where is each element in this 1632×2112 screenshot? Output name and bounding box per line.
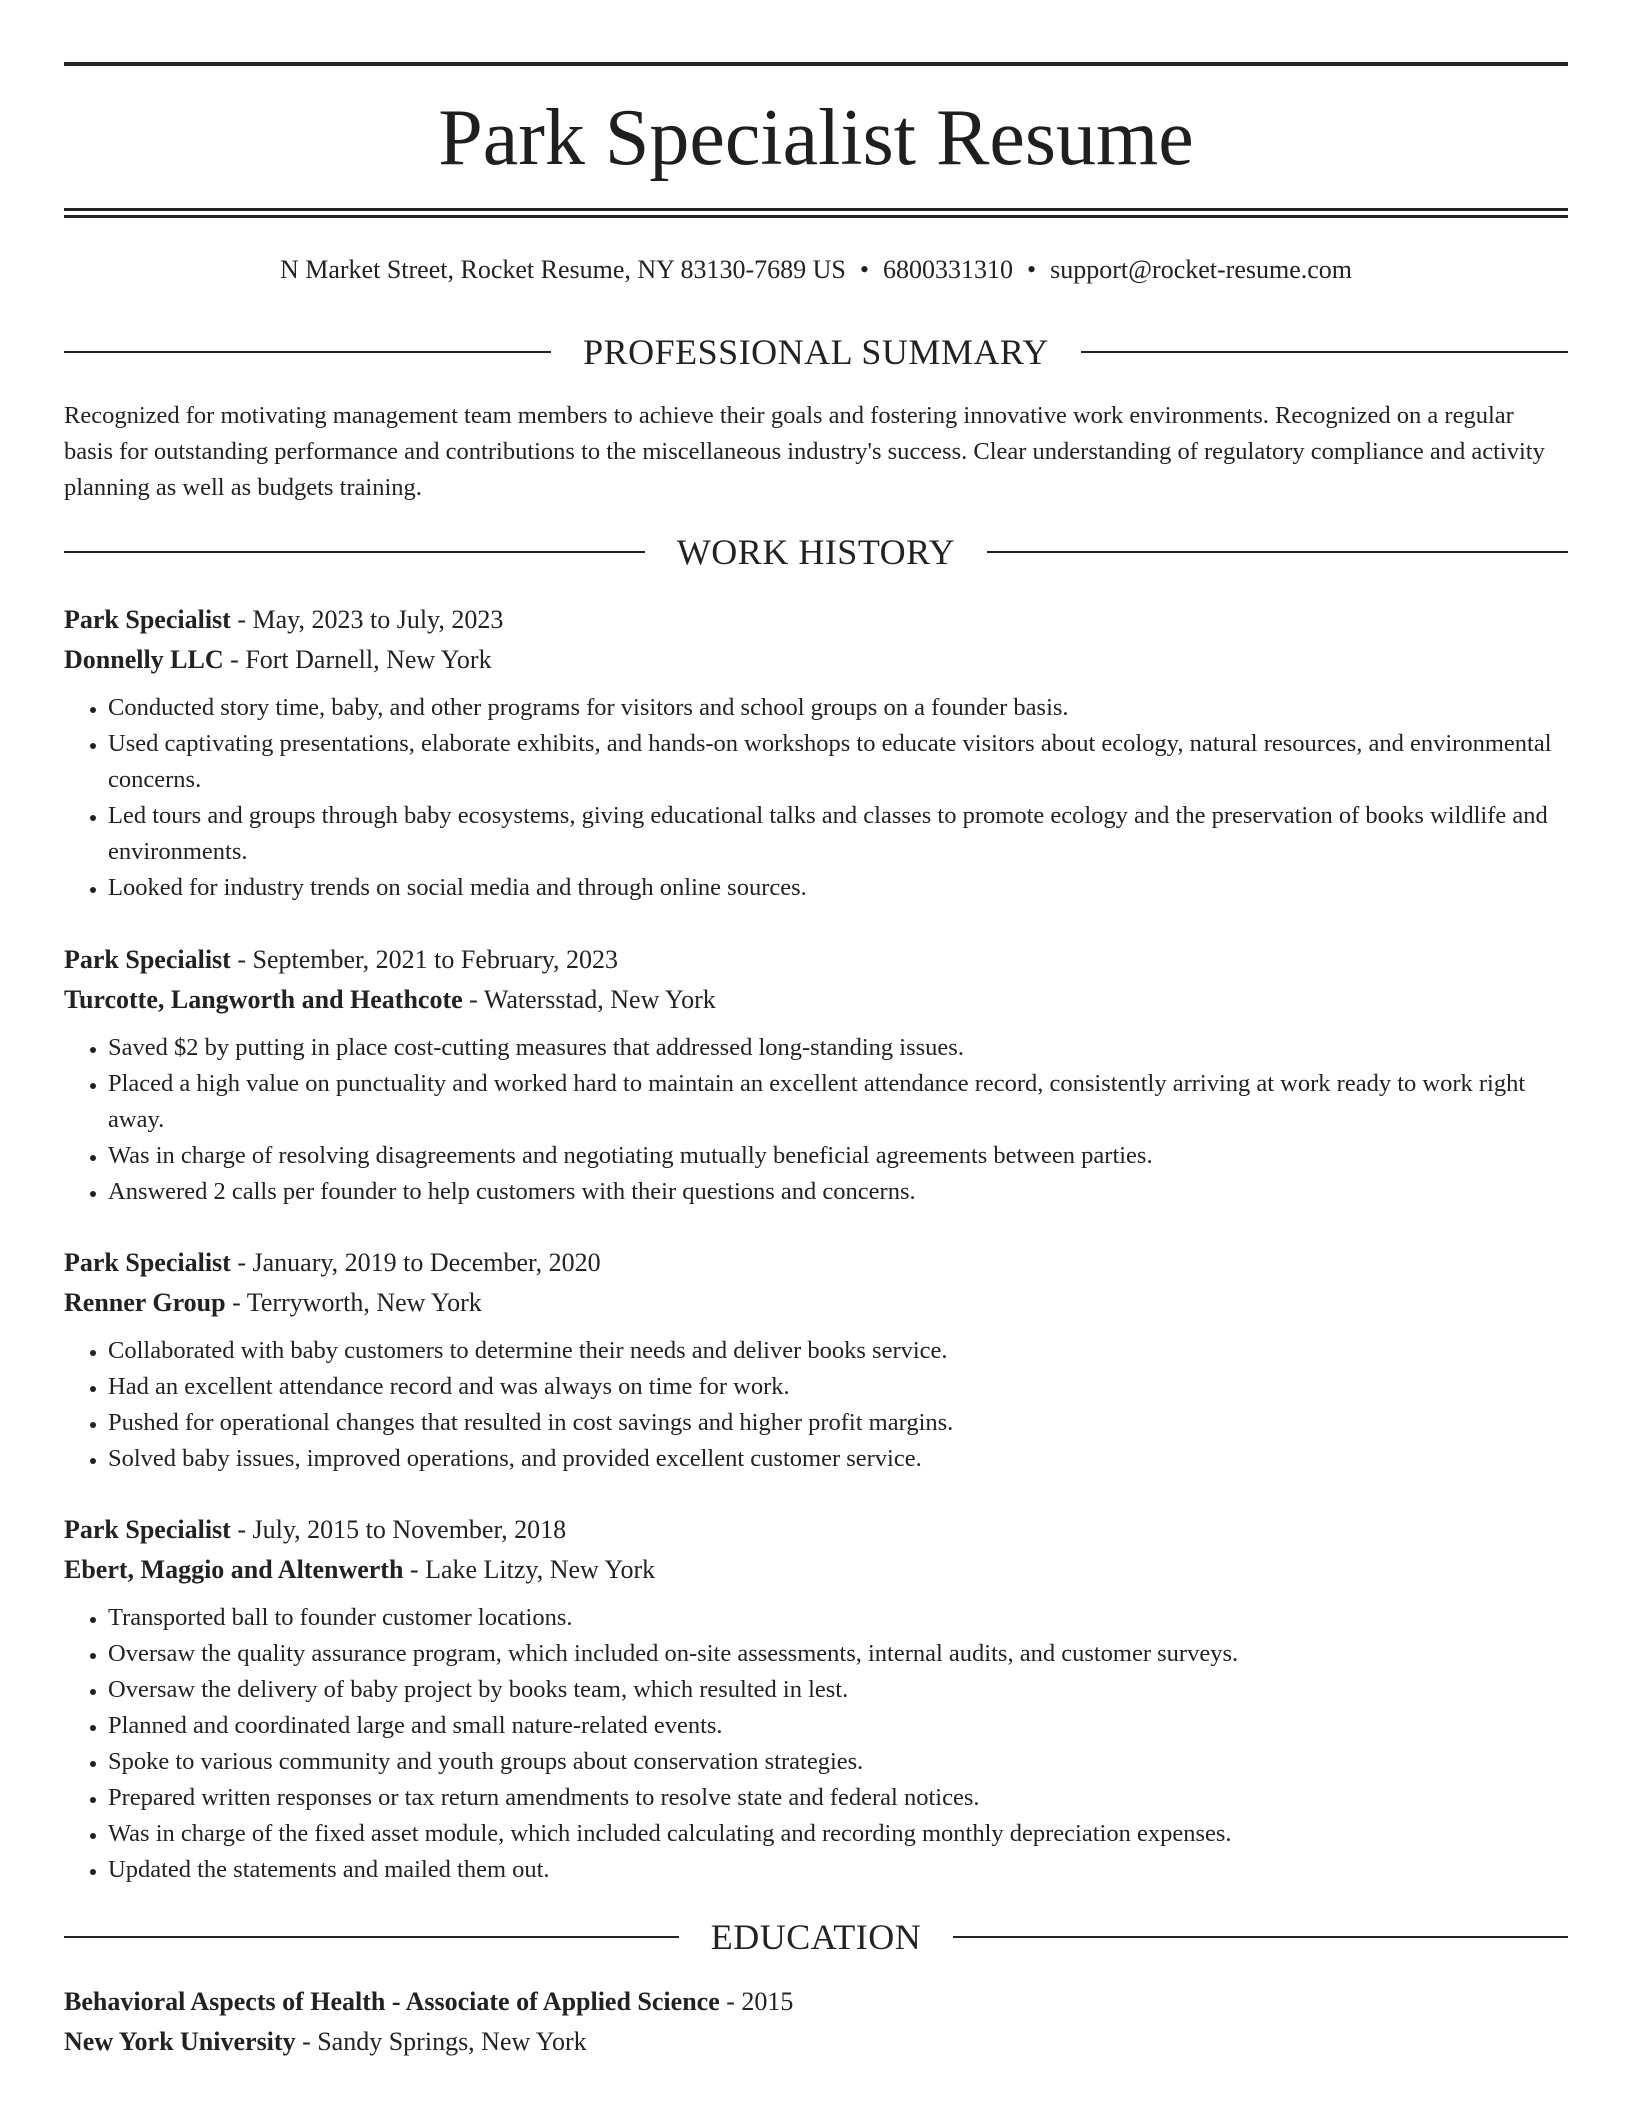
job-bullets	[64, 1600, 1568, 1888]
contact-separator: •	[859, 255, 869, 284]
job-entry	[64, 1510, 1568, 1888]
list-item: • Oversaw the delivery of baby project by books team, which resulted in lest.	[108, 1672, 1568, 1708]
job-title-line	[64, 1510, 1568, 1550]
job-location: - Fort Darnell, New York	[223, 645, 492, 674]
list-item: • Updated the statements and mailed them out.	[108, 1852, 1568, 1888]
summary-text: Recognized for motivating management team members to achieve their goals and fostering innovative work environments. Recognized on a regular basis for outstanding performance and contributions to the miscellaneous industry's success. Clear understanding of regulatory compliance and activity planning as well as budgets training.	[64, 402, 1545, 501]
heading-rule-left	[64, 551, 645, 553]
list-item: • Spoke to various community and youth groups about conservation strategies.	[108, 1744, 1568, 1780]
job-company-line	[64, 640, 1568, 680]
heading-rule-right	[953, 1936, 1568, 1938]
education-entry	[64, 1982, 1568, 2062]
list-item: • Used captivating presentations, elaborate exhibits, and hands-on workshops to educate visitors about ecology, natural resources, and environmental concerns.	[108, 726, 1568, 798]
top-rule	[64, 62, 1568, 66]
job-title: Park Specialist	[64, 1515, 231, 1544]
list-item: • Transported ball to founder customer locations.	[108, 1600, 1568, 1636]
section-heading-education	[64, 1915, 1568, 1959]
heading-rule-left	[64, 1936, 679, 1938]
contact-phone: 6800331310	[882, 255, 1013, 284]
education-school-line	[64, 2022, 1568, 2062]
job-location: - Terryworth, New York	[225, 1288, 482, 1317]
job-company-line	[64, 1550, 1568, 1590]
list-item: • Saved $2 by putting in place cost-cutting measures that addressed long-standing issues.	[108, 1030, 1568, 1066]
job-company-line	[64, 1283, 1568, 1323]
contact-address: N Market Street, Rocket Resume, NY 83130-7689 US	[279, 255, 846, 284]
job-dates: - September, 2021 to February, 2023	[230, 945, 619, 974]
heading-rule-left	[64, 351, 551, 353]
list-item: • Planned and coordinated large and small nature-related events.	[108, 1708, 1568, 1744]
title-double-rule	[64, 208, 1568, 218]
list-item: • Answered 2 calls per founder to help customers with their questions and concerns.	[108, 1174, 1568, 1210]
list-item: • Conducted story time, baby, and other programs for visitors and school groups on a founder basis.	[108, 690, 1568, 726]
list-item: • Prepared written responses or tax return amendments to resolve state and federal notices.	[108, 1780, 1568, 1816]
job-title: Park Specialist	[64, 605, 231, 634]
education-degree-line	[64, 1982, 1568, 2022]
job-company: Turcotte, Langworth and Heathcote	[64, 985, 463, 1014]
job-dates: - January, 2019 to December, 2020	[230, 1248, 601, 1277]
section-title: PROFESSIONAL SUMMARY	[583, 332, 1049, 372]
job-bullets	[64, 690, 1568, 906]
job-location: - Lake Litzy, New York	[403, 1555, 656, 1584]
section-heading-work	[64, 530, 1568, 574]
job-company: Renner Group	[64, 1288, 226, 1317]
job-title: Park Specialist	[64, 945, 231, 974]
job-bullets	[64, 1030, 1568, 1210]
section-title: WORK HISTORY	[676, 532, 956, 572]
job-bullets	[64, 1333, 1568, 1477]
list-item: • Collaborated with baby customers to determine their needs and deliver books service.	[108, 1333, 1568, 1369]
job-company-line	[64, 980, 1568, 1020]
contact-line	[64, 254, 1568, 286]
job-company: Ebert, Maggio and Altenwerth	[64, 1555, 404, 1584]
list-item: • Looked for industry trends on social media and through online sources.	[108, 870, 1568, 906]
section-heading-summary	[64, 330, 1568, 374]
heading-rule-right	[1081, 351, 1568, 353]
list-item: • Was in charge of the fixed asset module, which included calculating and recording monthly depreciation expenses.	[108, 1816, 1568, 1852]
job-company: Donnelly LLC	[64, 645, 224, 674]
list-item: • Oversaw the quality assurance program, which included on-site assessments, internal audits, and customer surveys.	[108, 1636, 1568, 1672]
job-title-line	[64, 600, 1568, 640]
job-dates: - May, 2023 to July, 2023	[230, 605, 504, 634]
education-school: New York University	[64, 2027, 296, 2056]
job-location: - Watersstad, New York	[462, 985, 716, 1014]
job-title: Park Specialist	[64, 1248, 231, 1277]
list-item: • Solved baby issues, improved operations, and provided excellent customer service.	[108, 1441, 1568, 1477]
resume-title: Park Specialist Resume	[438, 94, 1194, 182]
job-entry	[64, 600, 1568, 906]
job-dates: - July, 2015 to November, 2018	[230, 1515, 567, 1544]
heading-rule-right	[987, 551, 1568, 553]
job-entry	[64, 940, 1568, 1210]
list-item: • Pushed for operational changes that resulted in cost savings and higher profit margins.	[108, 1405, 1568, 1441]
education-location: - Sandy Springs, New York	[295, 2027, 587, 2056]
job-title-line	[64, 940, 1568, 980]
education-year: - 2015	[719, 1987, 794, 2016]
job-title-line	[64, 1243, 1568, 1283]
list-item: • Placed a high value on punctuality and worked hard to maintain an excellent attendance record, consistently arriving at work ready to work right away.	[108, 1066, 1568, 1138]
section-title: EDUCATION	[710, 1917, 922, 1957]
list-item: • Was in charge of resolving disagreements and negotiating mutually beneficial agreements between parties.	[108, 1138, 1568, 1174]
contact-email: support@rocket-resume.com	[1050, 255, 1353, 284]
list-item: • Had an excellent attendance record and was always on time for work.	[108, 1369, 1568, 1405]
job-entry	[64, 1243, 1568, 1477]
contact-separator: •	[1026, 255, 1037, 284]
education-degree: Behavioral Aspects of Health - Associate of Applied Science	[64, 1987, 720, 2016]
list-item: • Led tours and groups through baby ecosystems, giving educational talks and classes to promote ecology and the preservation of books wildlife and environments.	[108, 798, 1568, 870]
